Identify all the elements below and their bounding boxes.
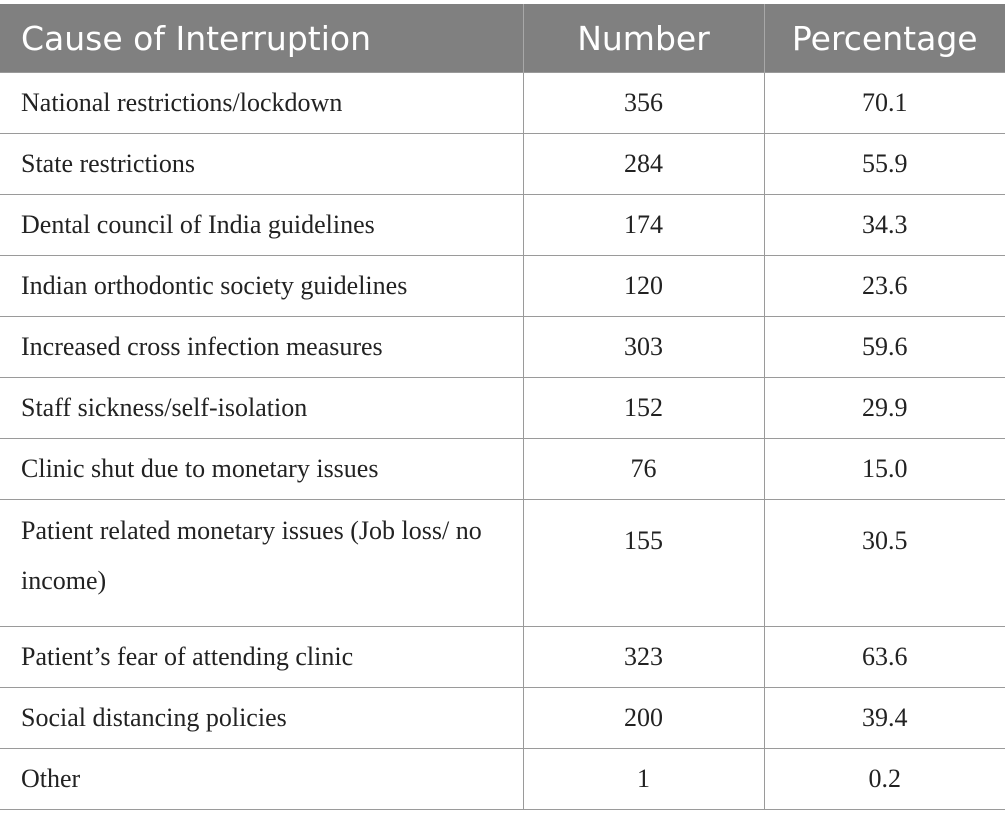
cause-cell: Increased cross infection measures — [0, 317, 523, 378]
number-cell: 155 — [523, 500, 764, 627]
number-cell: 356 — [523, 73, 764, 134]
percentage-cell: 23.6 — [764, 256, 1005, 317]
percentage-cell: 34.3 — [764, 195, 1005, 256]
cause-cell: Staff sickness/self-isolation — [0, 378, 523, 439]
cause-cell: Patient’s fear of attending clinic — [0, 627, 523, 688]
table-row — [0, 749, 1005, 810]
table-row — [0, 500, 1005, 627]
interruption-causes-table — [0, 4, 1005, 810]
number-cell: 303 — [523, 317, 764, 378]
number-cell: 76 — [523, 439, 764, 500]
header-cause: Cause of Interruption — [0, 4, 523, 73]
table-row — [0, 378, 1005, 439]
percentage-cell: 39.4 — [764, 688, 1005, 749]
table-row — [0, 627, 1005, 688]
table-row — [0, 317, 1005, 378]
table-row — [0, 439, 1005, 500]
number-cell: 174 — [523, 195, 764, 256]
table-header — [0, 4, 1005, 73]
table-row — [0, 134, 1005, 195]
table-body — [0, 73, 1005, 810]
cause-cell: Social distancing policies — [0, 688, 523, 749]
number-cell: 200 — [523, 688, 764, 749]
percentage-cell: 15.0 — [764, 439, 1005, 500]
cause-cell: Indian orthodontic society guidelines — [0, 256, 523, 317]
percentage-cell: 63.6 — [764, 627, 1005, 688]
cause-cell: Dental council of India guidelines — [0, 195, 523, 256]
cause-cell: National restrictions/lockdown — [0, 73, 523, 134]
percentage-cell: 30.5 — [764, 500, 1005, 627]
cause-cell: Other — [0, 749, 523, 810]
percentage-cell: 29.9 — [764, 378, 1005, 439]
table-row — [0, 73, 1005, 134]
percentage-cell: 59.6 — [764, 317, 1005, 378]
header-row — [0, 4, 1005, 73]
header-number: Number — [523, 4, 764, 73]
cause-cell: Clinic shut due to monetary issues — [0, 439, 523, 500]
cause-cell: Patient related monetary issues (Job loss/ no income) — [0, 500, 523, 627]
cause-cell: State restrictions — [0, 134, 523, 195]
header-percentage: Percentage — [764, 4, 1005, 73]
number-cell: 323 — [523, 627, 764, 688]
number-cell: 1 — [523, 749, 764, 810]
table-row — [0, 195, 1005, 256]
number-cell: 284 — [523, 134, 764, 195]
percentage-cell: 55.9 — [764, 134, 1005, 195]
table-row — [0, 256, 1005, 317]
percentage-cell: 70.1 — [764, 73, 1005, 134]
table-row — [0, 688, 1005, 749]
number-cell: 120 — [523, 256, 764, 317]
percentage-cell: 0.2 — [764, 749, 1005, 810]
number-cell: 152 — [523, 378, 764, 439]
